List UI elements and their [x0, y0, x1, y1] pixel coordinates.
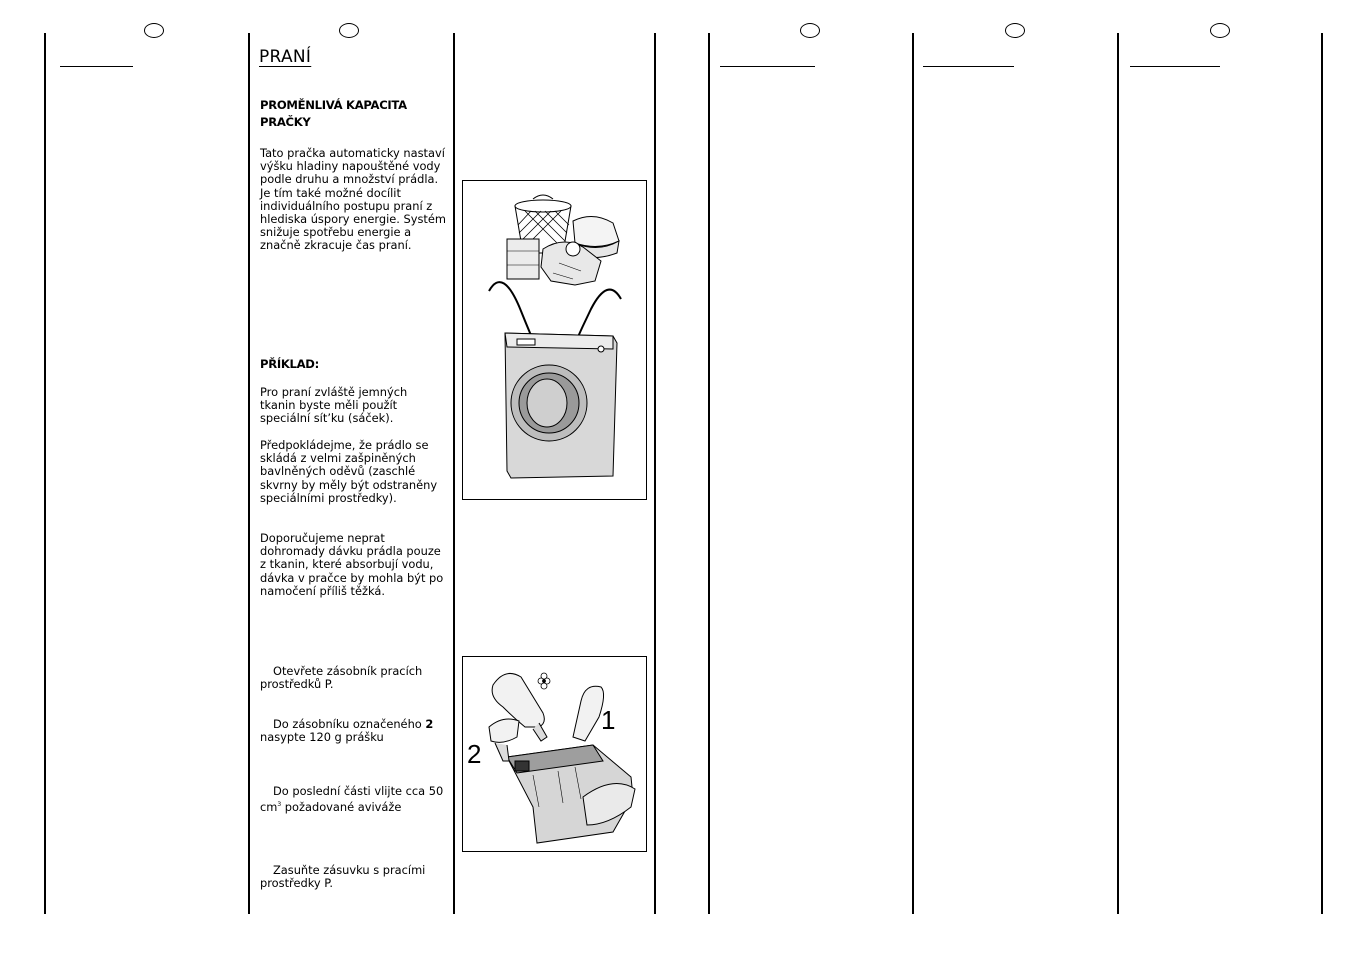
flower-softener-icon	[538, 673, 550, 689]
title-placeholder-rule	[923, 66, 1014, 67]
compartment-label-2: 2	[467, 739, 482, 769]
language-marker-oval	[339, 23, 359, 38]
step-3-text	[260, 785, 446, 814]
step-1-text: Otevřete zásobník pracích prostředků P.	[260, 664, 423, 692]
column-divider	[1321, 33, 1323, 914]
column-divider	[912, 33, 914, 914]
column-divider	[44, 33, 46, 914]
step-2-text-a: Do zásobníku označeného	[273, 717, 426, 731]
compartment-label-1: 1	[601, 705, 616, 735]
liquid-bottle-icon	[573, 686, 604, 741]
example-paragraph-3: Doporučujeme neprat dohromady dávku prádla pouze z tkanin, které absorbují vodu, dávka v pračce by mohla být po namočení příliš těžká.	[260, 531, 444, 598]
step-4-text: Zasuňte zásuvku s pracími prostředky P.	[260, 863, 426, 891]
step-3-text-a: Do poslední části vlijte cca 50 cm	[260, 784, 444, 814]
column-divider	[708, 33, 710, 914]
language-marker-oval	[1210, 23, 1230, 38]
intro-paragraph: Tato pračka automaticky nastaví výšku hladiny napouštěné vody podle druhu a množství prádla. Je tím také možné docílit individuálního postupu praní z hlediska úspory energie. Systém snižuje spotřebu energie a značně zkracuje čas praní.	[260, 146, 446, 253]
garment-bag-icon	[507, 239, 539, 279]
language-marker-oval	[144, 23, 164, 38]
example-heading: PŘÍKLAD:	[260, 357, 319, 371]
example-paragraph-2: Předpokládejme, že prádlo se skládá z velmi zašpiněných bavlněných oděvů (zaschlé skvrny by měly být odstraněny speciálními prostředky).	[260, 438, 438, 505]
language-marker-oval	[800, 23, 820, 38]
detergent-dispenser-figure	[462, 656, 647, 852]
step-3-superscript: 3	[277, 801, 282, 809]
laundry-to-machine-figure	[462, 180, 647, 500]
subheading: PROMĚNLIVÁ KAPACITA PRAČKY	[260, 98, 407, 129]
column-divider	[1117, 33, 1119, 914]
step-3-text-b: požadované aviváže	[281, 800, 402, 814]
section-title: PRANÍ	[259, 47, 312, 67]
column-divider	[248, 33, 250, 914]
step-2-text	[260, 718, 446, 744]
title-placeholder-rule	[720, 66, 815, 67]
laundry-machine-illustration	[463, 181, 648, 501]
dispenser-drawer-icon	[507, 745, 635, 843]
title-placeholder-rule	[1130, 66, 1220, 67]
column-divider	[453, 33, 455, 914]
column-divider	[654, 33, 656, 914]
dispenser-illustration	[463, 657, 648, 853]
language-marker-oval	[1005, 23, 1025, 38]
title-placeholder-rule	[60, 66, 133, 67]
step-2-text-b: nasypte 120 g prášku	[260, 730, 384, 745]
washing-machine-icon	[505, 333, 617, 478]
step-2-number: 2	[425, 717, 434, 731]
example-paragraph-1: Pro praní zvláště jemných tkanin byste měli použít speciální sít’ku (sáček).	[260, 385, 408, 426]
measuring-cup-icon	[489, 719, 519, 761]
